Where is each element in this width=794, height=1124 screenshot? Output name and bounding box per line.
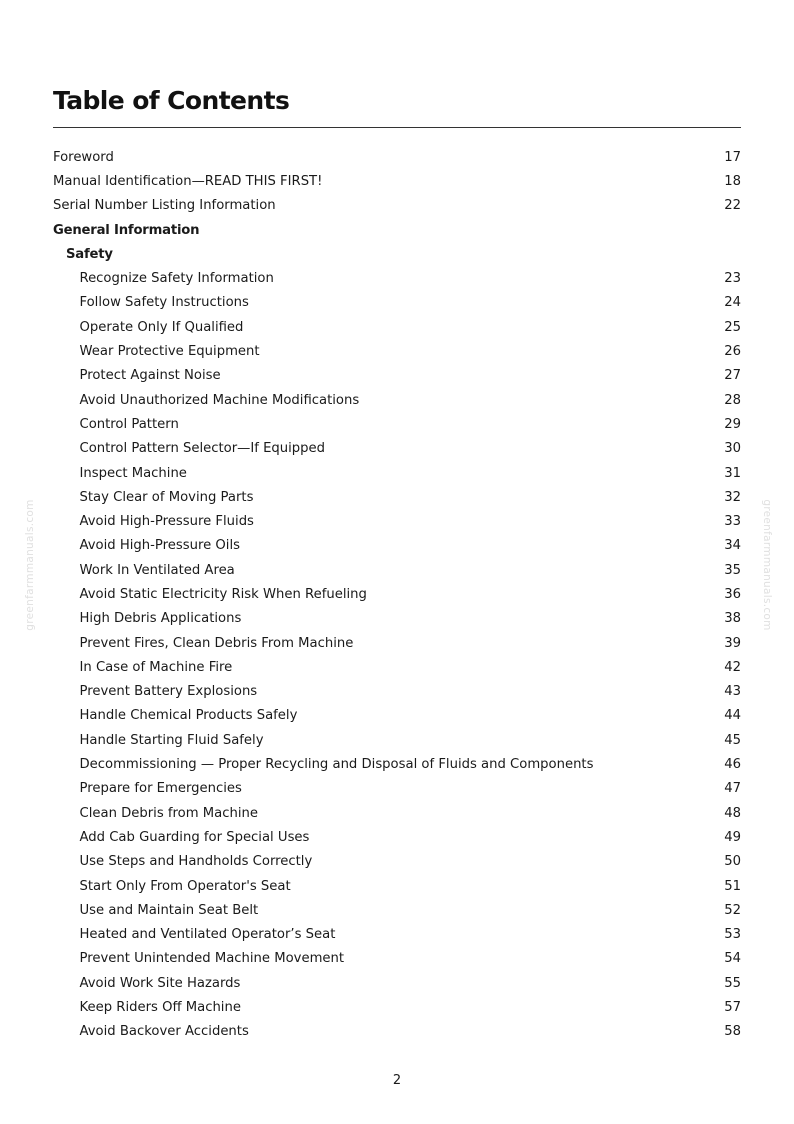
toc-entry[interactable] (53, 437, 741, 461)
toc-entry-label: Use and Maintain Seat Belt (79, 902, 259, 918)
toc-entry[interactable] (53, 923, 741, 947)
toc-entry[interactable] (53, 995, 741, 1019)
toc-entry[interactable] (53, 169, 741, 193)
toc-entry-label: Handle Chemical Products Safely (79, 708, 298, 724)
toc-entry-page: 46 (724, 757, 741, 773)
toc-entry-label: Prepare for Emergencies (79, 781, 242, 797)
toc-entry[interactable] (53, 582, 741, 606)
toc-entry[interactable] (53, 971, 741, 995)
toc-entry-page: 29 (724, 416, 741, 432)
toc-entry-page: 33 (724, 514, 741, 530)
toc-entry-page: 44 (724, 708, 741, 724)
toc-entry[interactable] (53, 680, 741, 704)
toc-entry[interactable] (53, 509, 741, 533)
toc-entry-page: 27 (724, 368, 741, 384)
toc-entry-label: Protect Against Noise (79, 368, 221, 384)
toc-entry-page: 47 (724, 781, 741, 797)
toc-entry-label: Prevent Battery Explosions (79, 684, 258, 700)
toc-entry-page: 31 (724, 465, 741, 481)
toc-entry[interactable] (53, 558, 741, 582)
toc-entry-label: Avoid Backover Accidents (79, 1024, 249, 1040)
toc-entry-label: Wear Protective Equipment (79, 344, 260, 360)
toc-entry[interactable] (53, 315, 741, 339)
toc-entry[interactable] (53, 1020, 741, 1044)
toc-entry-label: Keep Riders Off Machine (79, 1000, 241, 1016)
toc-entry[interactable] (53, 145, 741, 169)
toc-entry-label: In Case of Machine Fire (79, 659, 233, 675)
toc-entry-page: 22 (724, 198, 741, 214)
toc-section-heading[interactable] (53, 218, 741, 242)
toc-entry-page: 51 (724, 878, 741, 894)
toc-entry-label: Control Pattern Selector—If Equipped (79, 441, 326, 457)
toc-entry-label: Safety (66, 246, 113, 262)
toc-entry-label: Avoid Unauthorized Machine Modifications (79, 392, 360, 408)
toc-entry[interactable] (53, 461, 741, 485)
toc-entry[interactable] (53, 485, 741, 509)
toc-entry-page: 30 (724, 441, 741, 457)
toc-entry-label: Add Cab Guarding for Special Uses (79, 829, 310, 845)
toc-entry[interactable] (53, 291, 741, 315)
toc-entry[interactable] (53, 898, 741, 922)
toc-entry[interactable] (53, 947, 741, 971)
toc-entry[interactable] (53, 655, 741, 679)
toc-entry[interactable] (53, 194, 741, 218)
toc-entry[interactable] (53, 412, 741, 436)
toc-entry-label: Clean Debris from Machine (79, 805, 258, 821)
toc-entry-label: Operate Only If Qualified (79, 319, 244, 335)
toc-entry[interactable] (53, 825, 741, 849)
toc-entry[interactable] (53, 607, 741, 631)
toc-entry-page: 49 (724, 829, 741, 845)
toc-entry-label: Serial Number Listing Information (53, 198, 276, 214)
watermark-right: greenfarmmanuals.com (761, 499, 773, 631)
toc-entry-label: Recognize Safety Information (79, 271, 274, 287)
toc-entry[interactable] (53, 631, 741, 655)
toc-entry-label: Decommissioning — Proper Recycling and Disposal of Fluids and Components (79, 757, 594, 773)
toc-entry-label: Prevent Unintended Machine Movement (79, 951, 345, 967)
toc-entry-label: Manual Identification—READ THIS FIRST! (53, 173, 323, 189)
toc-entry-label: Avoid High-Pressure Oils (79, 538, 240, 554)
toc-entry-page: 36 (724, 586, 741, 602)
page-number: 2 (392, 1073, 402, 1088)
toc-entry-label: Stay Clear of Moving Parts (79, 489, 254, 505)
toc-entry-page: 45 (724, 732, 741, 748)
toc-entry-label: Avoid Static Electricity Risk When Refueling (79, 586, 367, 602)
toc-subsection-heading[interactable] (53, 242, 741, 266)
toc-entry-label: Inspect Machine (79, 465, 187, 481)
toc-entry-page: 26 (724, 344, 741, 360)
toc-entry[interactable] (53, 388, 741, 412)
toc-entry-page: 17 (724, 149, 741, 165)
toc-entry-page: 25 (724, 319, 741, 335)
toc-entry[interactable] (53, 534, 741, 558)
toc-entry-label: Avoid Work Site Hazards (79, 975, 241, 991)
toc-entry-label: High Debris Applications (79, 611, 242, 627)
toc-entry[interactable] (53, 801, 741, 825)
toc-entry[interactable] (53, 777, 741, 801)
page-title: Table of Contents (53, 86, 290, 115)
toc-entry-label: General Information (53, 222, 200, 238)
toc-entry-label: Avoid High-Pressure Fluids (79, 514, 254, 530)
toc-entry[interactable] (53, 364, 741, 388)
toc-entry[interactable] (53, 874, 741, 898)
toc-entry-page: 52 (724, 902, 741, 918)
toc-entry-page: 28 (724, 392, 741, 408)
toc-entry-page: 54 (724, 951, 741, 967)
toc-entry-page: 53 (724, 927, 741, 943)
toc-entry-label: Foreword (53, 149, 114, 165)
toc-entry-label: Start Only From Operator's Seat (79, 878, 291, 894)
toc-entry-page: 38 (724, 611, 741, 627)
toc-entry-page: 35 (724, 562, 741, 578)
toc-list (53, 145, 741, 1044)
toc-entry[interactable] (53, 850, 741, 874)
title-divider (53, 127, 741, 128)
toc-entry-page: 43 (724, 684, 741, 700)
toc-entry[interactable] (53, 266, 741, 290)
toc-entry[interactable] (53, 704, 741, 728)
toc-entry[interactable] (53, 728, 741, 752)
toc-entry-label: Use Steps and Handholds Correctly (79, 854, 313, 870)
toc-entry-page: 55 (724, 975, 741, 991)
watermark-left: greenfarmmanuals.com (24, 499, 36, 631)
toc-entry-page: 18 (724, 173, 741, 189)
toc-entry[interactable] (53, 752, 741, 776)
toc-entry-label: Handle Starting Fluid Safely (79, 732, 264, 748)
toc-entry-label: Follow Safety Instructions (79, 295, 249, 311)
toc-entry-label: Work In Ventilated Area (79, 562, 235, 578)
toc-entry-label: Control Pattern (79, 416, 179, 432)
toc-entry-page: 42 (724, 659, 741, 675)
toc-entry-page: 34 (724, 538, 741, 554)
toc-entry-page: 39 (724, 635, 741, 651)
toc-entry-page: 24 (724, 295, 741, 311)
toc-entry-page: 57 (724, 1000, 741, 1016)
toc-entry-page: 32 (724, 489, 741, 505)
toc-entry-label: Heated and Ventilated Operator’s Seat (79, 927, 336, 943)
toc-entry-page: 58 (724, 1024, 741, 1040)
toc-entry-label: Prevent Fires, Clean Debris From Machine (79, 635, 354, 651)
toc-entry-page: 48 (724, 805, 741, 821)
toc-entry-page: 23 (724, 271, 741, 287)
toc-entry-page: 50 (724, 854, 741, 870)
toc-entry[interactable] (53, 339, 741, 363)
